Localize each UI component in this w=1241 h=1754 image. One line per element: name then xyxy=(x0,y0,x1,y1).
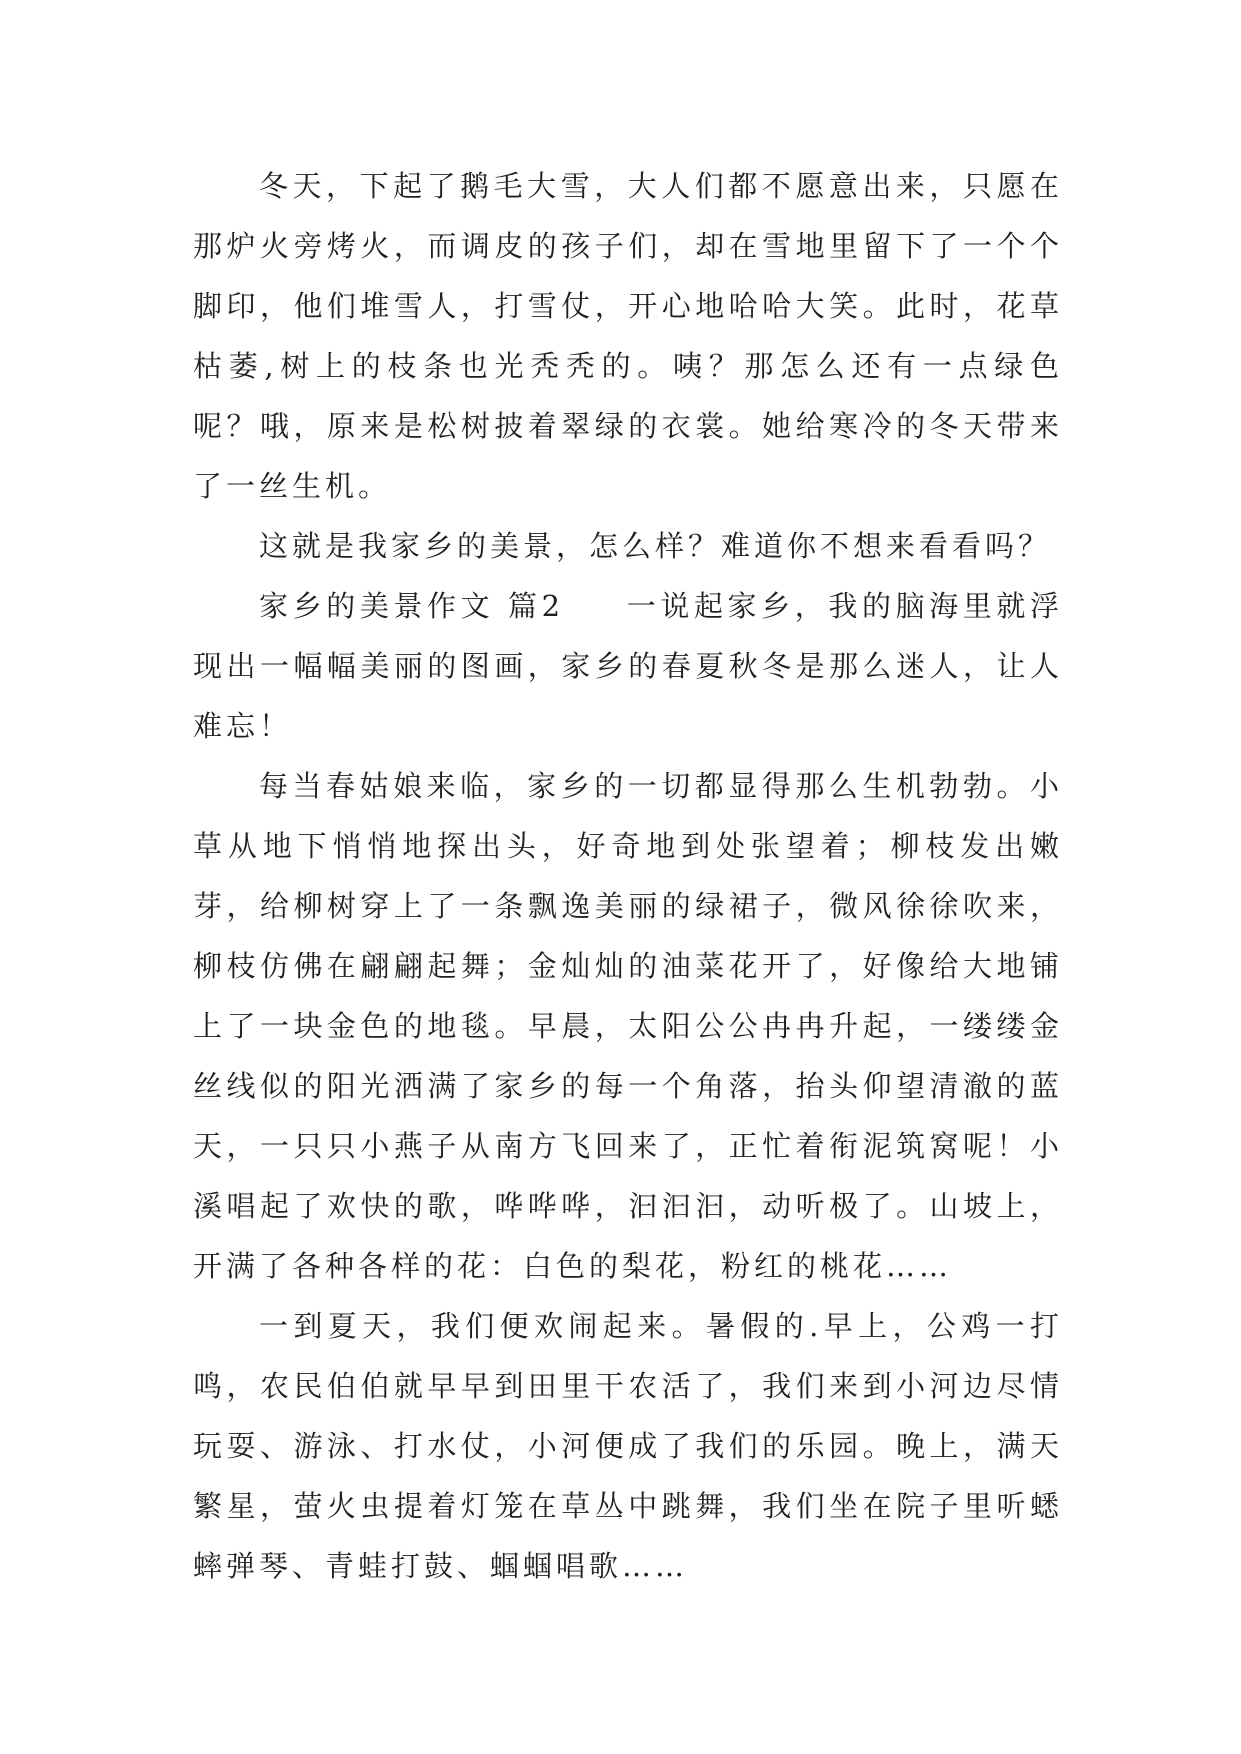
paragraph-spring: 每当春姑娘来临，家乡的一切都显得那么生机勃勃。小草从地下悄悄地探出头，好奇地到处张望着；柳枝发出嫩芽，给柳树穿上了一条飘逸美丽的绿裙子，微风徐徐吹来，柳枝仿佛在翩翩起舞；金灿灿的油菜花开了，好像给大地铺上了一块金色的地毯。早晨，太阳公公冉冉升起，一缕缕金丝线似的阳光洒满了家乡的每一个角落，抬头仰望清澈的蓝天，一只只小燕子从南方飞回来了，正忙着衔泥筑窝呢！小溪唱起了欢快的歌，哗哗哗，汩汩汩，动听极了。山坡上，开满了各种各样的花：白色的梨花，粉红的桃花…… xyxy=(193,769,1063,1283)
paragraph-conclusion: 这就是我家乡的美景，怎么样？难道你不想来看看吗？ xyxy=(259,529,1052,563)
article-body xyxy=(193,156,1063,1596)
section-intro-text: 一说起家乡，我的脑海里就浮现出一幅幅美丽的图画，家乡的春夏秋冬是那么迷人，让人难忘！ xyxy=(193,589,1063,743)
paragraph-summer: 一到夏天，我们便欢闹起来。暑假的.早上，公鸡一打鸣，农民伯伯就早早到田里干农活了，我们来到小河边尽情玩耍、游泳、打水仗，小河便成了我们的乐园。晚上，满天繁星，萤火虫提着灯笼在草丛中跳舞，我们坐在院子里听蟋蟀弹琴、青蛙打鼓、蝈蝈唱歌…… xyxy=(193,1309,1063,1583)
paragraph-winter: 冬天，下起了鹅毛大雪，大人们都不愿意出来，只愿在那炉火旁烤火，而调皮的孩子们，却在雪地里留下了一个个脚印，他们堆雪人，打雪仗，开心地哈哈大笑。此时，花草枯萎,树上的枝条也光秃秃的。咦？那怎么还有一点绿色呢？哦，原来是松树披着翠绿的衣裳。她给寒冷的冬天带来了一丝生机。 xyxy=(193,169,1063,503)
section-heading: 家乡的美景作文 篇2 xyxy=(259,589,565,623)
section-intro-paragraph xyxy=(193,576,1063,756)
